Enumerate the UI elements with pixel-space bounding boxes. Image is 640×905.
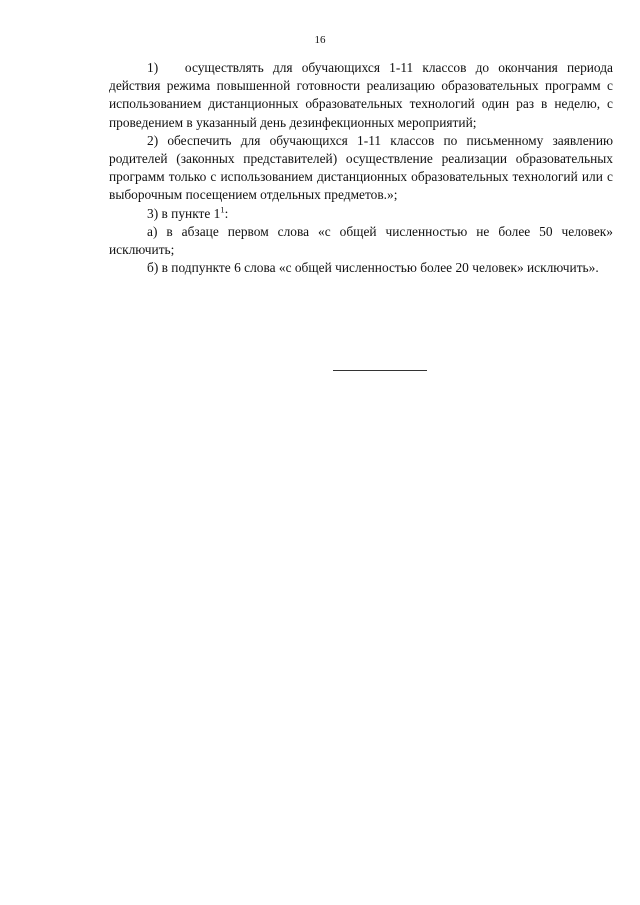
paragraph-item-2: 2) обеспечить для обучающихся 1-11 классов по письменному заявлению родителей (законных представителей) осуществление реализации образовательных программ только с использованием дистанционных образовательных технологий или с выборочным посещением отдельных предметов.»; xyxy=(109,132,613,203)
paragraph-subitem-a: а) в абзаце первом слова «с общей численностью не более 50 человек» исключить; xyxy=(109,223,613,258)
paragraph-subitem-b: б) в подпункте 6 слова «с общей численностью более 20 человек» исключить». xyxy=(147,260,599,276)
paragraph-item-3-colon: : xyxy=(224,205,229,221)
end-divider-line xyxy=(333,370,427,371)
paragraph-item-3-superscript: 1 xyxy=(220,204,225,215)
document-body xyxy=(109,59,613,277)
paragraph-item-3 xyxy=(109,205,613,223)
paragraph-item-1: 1) осуществлять для обучающихся 1-11 классов до окончания периода действия режима повышенной готовности реализацию образовательных программ с использованием дистанционных образовательных технологий один раз в неделю, с проведением в указанный день дезинфекционных мероприятий; xyxy=(109,60,613,130)
paragraph-item-3-text: 3) в пункте 1 xyxy=(147,205,221,221)
page-number: 16 xyxy=(314,34,326,46)
